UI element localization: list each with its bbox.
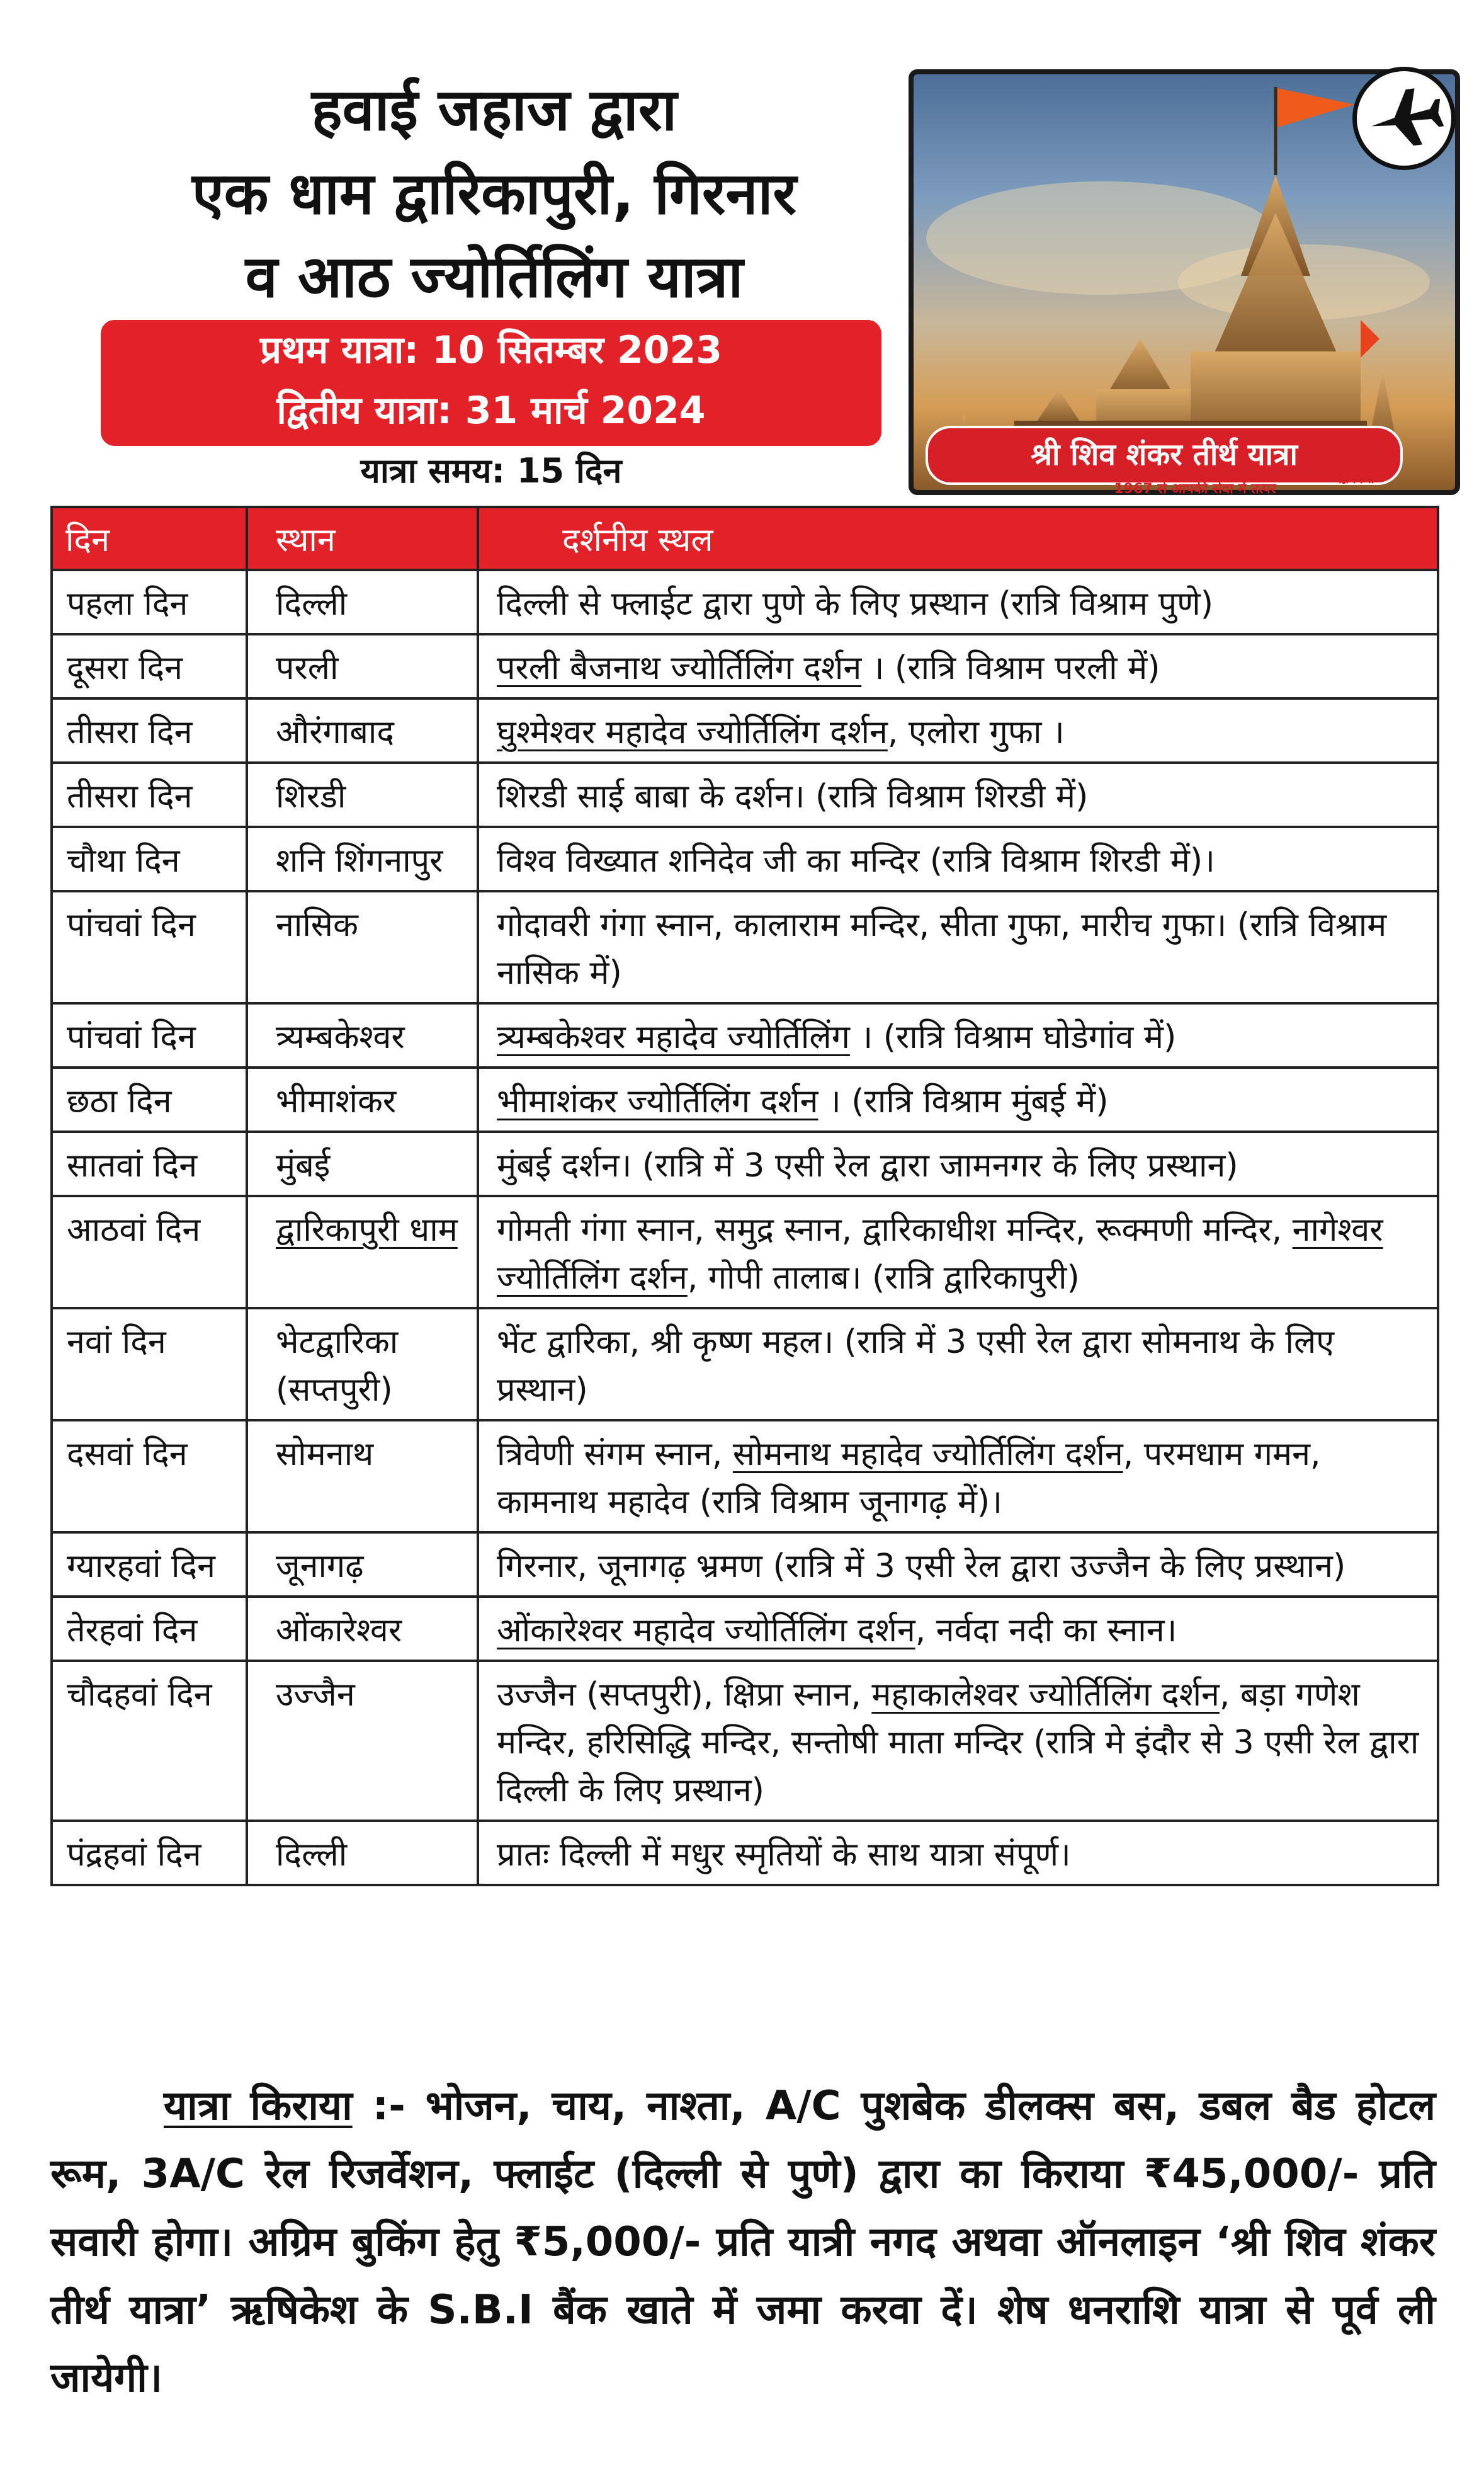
place-cell: त्र्यम्बकेश्वर xyxy=(247,1003,478,1068)
fare-text: :- भोजन, चाय, नाश्ता, A/C पुशबेक डीलक्स बस, डबल बैड होटल रूम, 3A/C रेल रिजर्वेशन, फ्लाईट (दिल्ली से पुणे) द्वारा का किराया ₹45,000/- प्रति सवारी होगा। अग्रिम बुकिंग हेतु ₹5,000/- प्रति यात्री नगद अथवा ऑनलाइन ‘श्री शिव शंकर तीर्थ यात्रा’ ऋषिकेश के S.B.I बैंक खाते में जमा करवा दें। शेष धनराशि यात्रा से पूर्व ली जायेगी। xyxy=(50,2083,1436,2401)
table-row xyxy=(52,570,1438,634)
fare-label: यात्रा किराया xyxy=(164,2083,353,2129)
table-row xyxy=(52,1196,1438,1308)
place-cell: जूनागढ़ xyxy=(247,1532,478,1597)
day-cell: पंद्रहवां दिन xyxy=(52,1821,247,1885)
table-row xyxy=(52,763,1438,827)
description-text: मुंबई दर्शन। (रात्रि में 3 एसी रेल द्वारा जामनगर के लिए प्रस्थान) xyxy=(497,1147,1238,1185)
day-cell: तेरहवां दिन xyxy=(52,1597,247,1661)
highlight-text: घुश्मेश्वर महादेव ज्योर्तिलिंग दर्शन xyxy=(497,714,888,751)
sights-cell xyxy=(478,1597,1438,1661)
org-tagline: 1967 से आपकी सेवा में तत्पर xyxy=(1114,481,1276,497)
description-text: , एलोरा गुफा । xyxy=(887,714,1065,751)
description-text: , गोपी तालाब। (रात्रि द्वारिकापुरी) xyxy=(687,1259,1080,1297)
sights-cell xyxy=(478,634,1438,698)
sights-cell xyxy=(478,827,1438,891)
trip-dates-box xyxy=(101,320,881,446)
day-cell: तीसरा दिन xyxy=(52,763,247,827)
highlight-text: भीमाशंकर ज्योर्तिलिंग दर्शन xyxy=(497,1083,818,1120)
trip-duration: यात्रा समय: 15 दिन xyxy=(360,451,622,491)
description-text: , बड़ा गणेश मन्दिर, हरिसिद्धि मन्दिर, सन्तोषी माता मन्दिर (रात्रि मे इंदौर से 3 एसी रेल द्वारा दिल्ली के लिए प्रस्थान) xyxy=(497,1676,1419,1809)
title-line-2: एक धाम द्वारिकापुरी, गिरनार xyxy=(191,160,797,227)
highlight-text: त्र्यम्बकेश्वर महादेव ज्योर्तिलिंग xyxy=(497,1018,850,1056)
day-cell: पांचवां दिन xyxy=(52,1003,247,1068)
sights-cell xyxy=(478,570,1438,634)
day-cell: तीसरा दिन xyxy=(52,698,247,763)
description-text: शिरडी साई बाबा के दर्शन। (रात्रि विश्राम शिरडी में) xyxy=(497,778,1089,816)
place-cell: उज्जैन xyxy=(247,1661,478,1821)
sights-cell xyxy=(478,1196,1438,1308)
place-cell: औरंगाबाद xyxy=(247,698,478,763)
itinerary-body xyxy=(52,570,1438,1885)
table-row xyxy=(52,1661,1438,1821)
table-row xyxy=(52,1821,1438,1885)
place-cell: नासिक xyxy=(247,891,478,1003)
place-cell: सोमनाथ xyxy=(247,1420,478,1532)
table-header-row xyxy=(52,507,1438,570)
itinerary-table xyxy=(50,506,1439,1886)
title-line-3: व आठ ज्योर्तिलिंग यात्रा xyxy=(245,243,744,310)
sights-cell xyxy=(478,891,1438,1003)
description-text: गोमती गंगा स्नान, समुद्र स्नान, द्वारिकाधीश मन्दिर, रूक्मणी मन्दिर, xyxy=(497,1211,1293,1249)
day-cell: ग्यारहवां दिन xyxy=(52,1532,247,1597)
day-cell: चौथा दिन xyxy=(52,827,247,891)
description-text: , परमधाम गमन, कामनाथ महादेव (रात्रि विश्राम जूनागढ़ में)। xyxy=(497,1435,1321,1521)
sights-cell xyxy=(478,1308,1438,1420)
header-sights: दर्शनीय स्थल xyxy=(478,507,1438,570)
day-cell: आठवां दिन xyxy=(52,1196,247,1308)
table-row xyxy=(52,827,1438,891)
header-day: दिन xyxy=(52,507,247,570)
place-cell: शनि शिंगनापुर xyxy=(247,827,478,891)
sights-cell xyxy=(478,1821,1438,1885)
place-cell: मुंबई xyxy=(247,1132,478,1196)
day-cell: नवां दिन xyxy=(52,1308,247,1420)
day-cell: चौदहवां दिन xyxy=(52,1661,247,1821)
highlight-text: महाकालेश्वर ज्योर्तिलिंग दर्शन xyxy=(871,1676,1220,1714)
day-cell: पहला दिन xyxy=(52,570,247,634)
description-text: दिल्ली से फ्लाईट द्वारा पुणे के लिए प्रस्थान (रात्रि विश्राम पुणे) xyxy=(497,585,1214,623)
table-row xyxy=(52,1068,1438,1132)
highlight-text: परली बैजनाथ ज्योर्तिलिंग दर्शन xyxy=(497,649,862,687)
place-cell: दिल्ली xyxy=(247,570,478,634)
place-cell: परली xyxy=(247,634,478,698)
table-row xyxy=(52,1532,1438,1597)
description-text: । (रात्रि विश्राम घोडेगांव में) xyxy=(849,1018,1177,1056)
description-text: त्रिवेणी संगम स्नान, xyxy=(497,1435,733,1473)
sights-cell xyxy=(478,763,1438,827)
place-cell: ओंकारेश्वर xyxy=(247,1597,478,1661)
sights-cell xyxy=(478,1068,1438,1132)
description-text: विश्व विख्यात शनिदेव जी का मन्दिर (रात्रि विश्राम शिरडी में)। xyxy=(497,842,1215,880)
highlight-text: ओंकारेश्वर महादेव ज्योर्तिलिंग दर्शन xyxy=(497,1612,915,1649)
description-text: उज्जैन (सप्तपुरी), क्षिप्रा स्नान, xyxy=(497,1676,872,1714)
description-text: , नर्वदा नदी का स्नान। xyxy=(915,1612,1177,1649)
table-row xyxy=(52,1003,1438,1068)
day-cell: सातवां दिन xyxy=(52,1132,247,1196)
sights-cell xyxy=(478,1132,1438,1196)
place-cell: भीमाशंकर xyxy=(247,1068,478,1132)
header-place: स्थान xyxy=(247,507,478,570)
description-text: । (रात्रि विश्राम परली में) xyxy=(861,649,1160,687)
day-cell: दूसरा दिन xyxy=(52,634,247,698)
table-row xyxy=(52,1597,1438,1661)
place-cell xyxy=(247,1196,478,1308)
sights-cell xyxy=(478,1003,1438,1068)
description-text: । (रात्रि विश्राम मुंबई में) xyxy=(818,1083,1109,1120)
second-trip-date: द्वितीय यात्रा: 31 मार्च 2024 xyxy=(276,389,706,433)
sights-cell xyxy=(478,698,1438,763)
highlight-text: सोमनाथ महादेव ज्योर्तिलिंग दर्शन xyxy=(732,1435,1123,1473)
sights-cell xyxy=(478,1420,1438,1532)
table-row xyxy=(52,1132,1438,1196)
table-row xyxy=(52,634,1438,698)
table-row xyxy=(52,1420,1438,1532)
org-banner xyxy=(926,426,1403,485)
description-text: गोदावरी गंगा स्नान, कालाराम मन्दिर, सीता गुफा, मारीच गुफा। (रात्रि विश्राम नासिक में) xyxy=(497,906,1387,992)
day-cell: छठा दिन xyxy=(52,1068,247,1132)
table-row xyxy=(52,698,1438,763)
highlight-text: नागेश्वर ज्योर्तिलिंग दर्शन xyxy=(497,1211,1383,1297)
title-line-1: हवाई जहाज द्वारा xyxy=(311,76,677,144)
airplane-glyph xyxy=(1357,71,1451,166)
org-city: ऋषिकेश xyxy=(1335,471,1374,486)
sights-cell xyxy=(478,1661,1438,1821)
place-name: द्वारिकापुरी धाम xyxy=(276,1211,458,1249)
description-text: गिरनार, जूनागढ़ भ्रमण (रात्रि में 3 एसी रेल द्वारा उज्जैन के लिए प्रस्थान) xyxy=(497,1547,1346,1585)
place-cell: शिरडी xyxy=(247,763,478,827)
place-cell: भेटद्वारिका (सप्तपुरी) xyxy=(247,1308,478,1420)
org-name: श्री शिव शंकर तीर्थ यात्रा xyxy=(1031,437,1298,472)
description-text: प्रातः दिल्ली में मधुर स्मृतियों के साथ यात्रा संपूर्ण। xyxy=(497,1836,1071,1874)
first-trip-date: प्रथम यात्रा: 10 सितम्बर 2023 xyxy=(260,328,722,372)
fare-paragraph xyxy=(50,2072,1436,2412)
table-row xyxy=(52,891,1438,1003)
table-row xyxy=(52,1308,1438,1420)
sights-cell xyxy=(478,1532,1438,1597)
description-text: भेंट द्वारिका, श्री कृष्ण महल। (रात्रि में 3 एसी रेल द्वारा सोमनाथ के लिए प्रस्थान) xyxy=(497,1323,1334,1409)
day-cell: पांचवां दिन xyxy=(52,891,247,1003)
airplane-icon xyxy=(1352,67,1456,170)
place-cell: दिल्ली xyxy=(247,1821,478,1885)
day-cell: दसवां दिन xyxy=(52,1420,247,1532)
